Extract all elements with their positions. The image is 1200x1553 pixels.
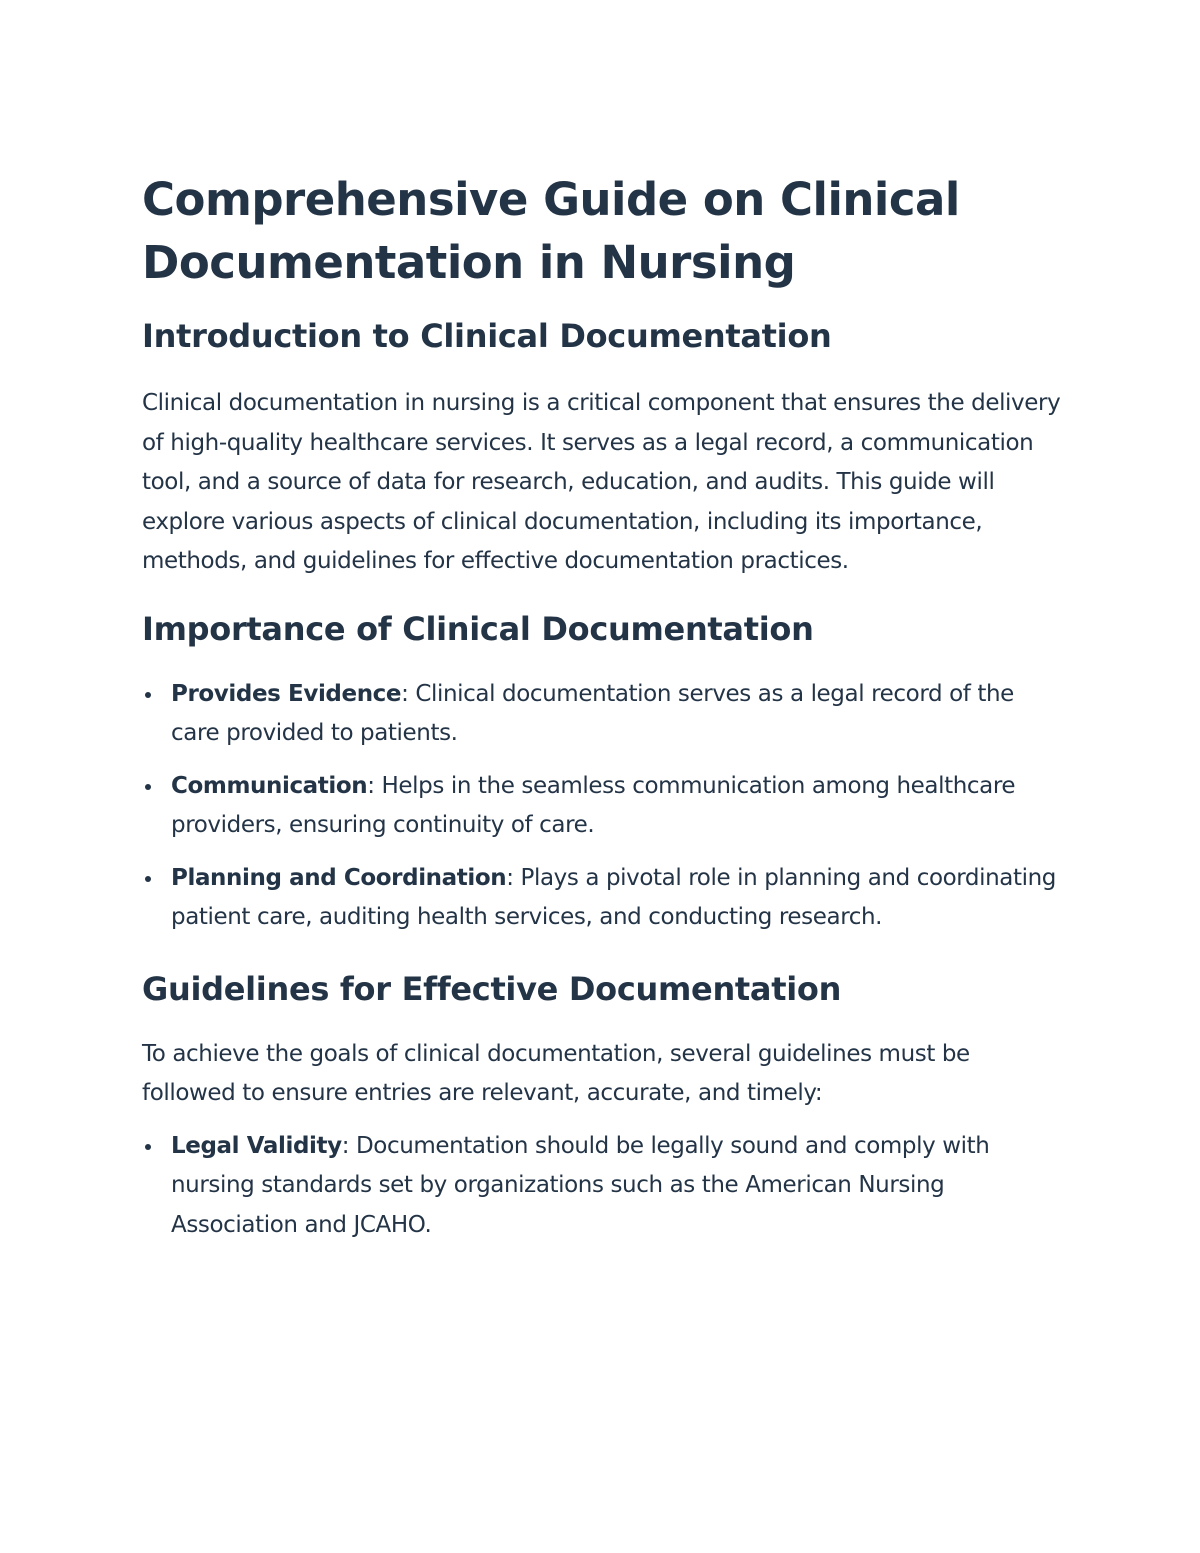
document-title: Comprehensive Guide on Clinical Documentation in Nursing (142, 173, 960, 289)
bullet-icon (145, 692, 151, 698)
guidelines-paragraph: To achieve the goals of clinical documentation, several guidelines must be followed to ensure entries are relevant, accurate, and timely: (142, 1040, 970, 1106)
introduction-paragraph: Clinical documentation in nursing is a critical component that ensures the delivery of high-quality healthcare services. It serves as a legal record, a communication tool, and a source of data for research, education, and audits. This guide will explore various aspects of clinical documentation, including its importance, methods, and guidelines for effective documentation practices. (142, 390, 1061, 574)
importance-list (142, 675, 1062, 938)
section-heading-importance: Importance of Clinical Documentation (142, 609, 814, 648)
list-item-text: : Clinical documentation serves as a legal record of the care provided to patients. (171, 680, 1014, 746)
guidelines-list (142, 1127, 1062, 1246)
list-item-term: Provides Evidence (171, 680, 402, 707)
list-item-text: : Documentation should be legally sound and comply with nursing standards set by organizations such as the American Nursing Association and JCAHO. (171, 1132, 990, 1238)
list-item-text: : Helps in the seamless communication among healthcare providers, ensuring continuity of care. (171, 772, 1016, 838)
list-item-text: : Plays a pivotal role in planning and coordinating patient care, auditing health services, and conducting research. (171, 864, 1056, 930)
list-item (142, 859, 1062, 938)
bullet-icon (145, 1144, 151, 1150)
bullet-icon (145, 876, 151, 882)
list-item-term: Communication (171, 772, 368, 799)
document-page (142, 168, 1062, 1245)
list-item-term: Legal Validity (171, 1132, 342, 1159)
list-item (142, 767, 1062, 846)
section-heading-guidelines: Guidelines for Effective Documentation (142, 969, 842, 1008)
bullet-icon (145, 784, 151, 790)
section-heading-introduction: Introduction to Clinical Documentation (142, 317, 832, 355)
list-item (142, 675, 1062, 754)
list-item-term: Planning and Coordination (171, 864, 507, 891)
list-item (142, 1127, 1062, 1246)
